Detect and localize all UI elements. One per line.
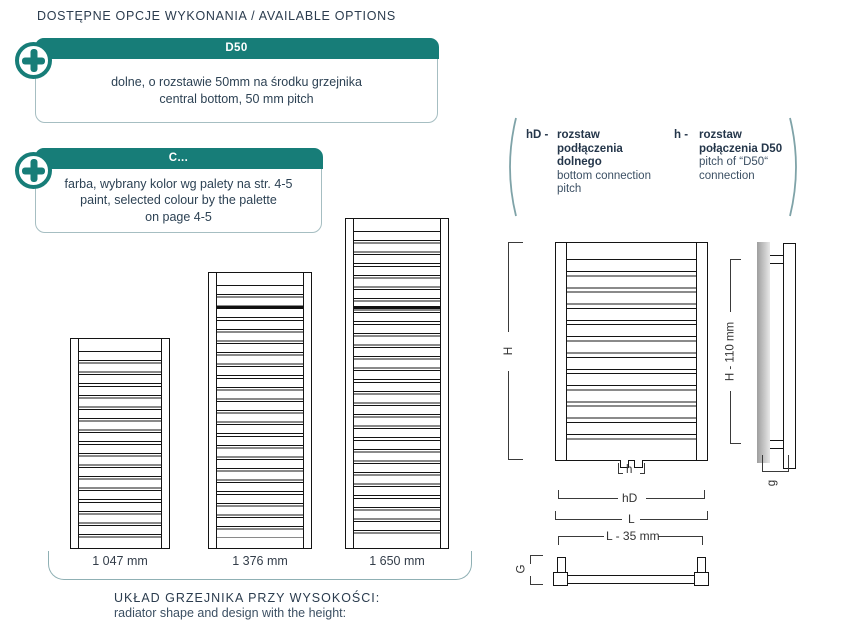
dimension-line-H110: [730, 259, 731, 312]
dimension-label-H110: H - 110 mm: [724, 321, 737, 382]
dimension-label-G: G: [515, 564, 528, 574]
radiator-height-label: 1 376 mm: [232, 554, 288, 568]
plus-bar-horizontal: [22, 167, 45, 174]
option-header-d50: D50: [35, 38, 439, 59]
radiator-right-rail: [161, 339, 162, 548]
dimension-line-L35: [558, 536, 604, 537]
dimension-tick: [707, 511, 708, 520]
dimension-bracket-G: [530, 576, 543, 585]
legend-text-hD: [557, 129, 651, 197]
option-header-paint: C...: [35, 148, 323, 169]
dimension-line-H110: [730, 391, 731, 444]
legend-line: dolnego: [557, 156, 602, 168]
dimension-tick: [730, 443, 741, 444]
option-body-paint: [36, 169, 321, 232]
dimension-bracket-G: [530, 555, 543, 564]
top-view-tube-bar: [555, 575, 708, 584]
dimension-line-L: [555, 519, 622, 520]
dimension-bracket-g: [762, 455, 789, 472]
dimension-label-L35: L - 35 mm: [606, 529, 660, 543]
side-view-wall: [757, 242, 770, 463]
legend-paren-left-icon: [502, 116, 518, 218]
dimension-tick: [730, 259, 741, 260]
legend-line: podłączenia: [557, 142, 623, 155]
footer-subtitle: radiator shape and design with the height:: [114, 606, 347, 620]
radiator-height-label: 1 047 mm: [92, 554, 148, 568]
option-card-d50: [35, 38, 438, 123]
front-view-drawing: [555, 242, 708, 461]
side-view-bracket-bottom: [770, 440, 783, 449]
radiator-tubes: [217, 285, 303, 538]
dimension-line-H: [508, 371, 509, 460]
dimension-line-hD: [646, 498, 705, 499]
radiator-drawing-medium: [208, 272, 312, 549]
dimension-tick: [558, 536, 559, 545]
option-line-en2: on page 4-5: [145, 209, 212, 224]
dimension-line-H: [508, 242, 509, 332]
option-line-en: central bottom, 50 mm pitch: [159, 91, 314, 106]
side-view-radiator-profile: [783, 243, 796, 469]
dimension-line-L35: [658, 536, 703, 537]
dimension-tick: [702, 536, 703, 545]
dimension-label-L: L: [628, 512, 635, 526]
dimension-label-H: H: [501, 346, 515, 356]
dimension-tick: [704, 490, 705, 499]
plus-icon: [15, 152, 52, 189]
dimension-label-g: g: [766, 479, 779, 487]
dimension-line-hD: [558, 498, 618, 499]
dimension-label-hD: hD: [622, 491, 638, 505]
dimension-line-L: [640, 519, 708, 520]
dimension-tick: [558, 490, 559, 499]
legend-paren-right-icon: [788, 116, 804, 218]
side-view-bracket-top: [770, 255, 783, 264]
plus-icon: [15, 42, 52, 79]
radiator-right-rail: [303, 273, 304, 548]
option-line-pl: dolne, o rozstawie 50mm na środku grzejnika: [111, 75, 362, 89]
dimension-label-h: h: [626, 464, 633, 476]
option-card-paint: [35, 148, 322, 233]
legend-line: rozstaw: [699, 129, 742, 141]
legend-symbol-h: h -: [674, 129, 689, 141]
radiator-tubes: [354, 231, 440, 538]
legend-symbol-hD: hD -: [526, 129, 549, 141]
dimension-tick: [555, 511, 556, 520]
radiator-accent-line: [354, 306, 440, 309]
top-view-collector-block: [553, 572, 568, 586]
option-line-pl: farba, wybrany kolor wg palety na str. 4-5: [64, 176, 293, 191]
radiator-drawing-small: [70, 338, 170, 549]
legend-text-h: [699, 129, 782, 183]
dimension-bracket-h: [640, 463, 645, 474]
radiators-group-bracket: [48, 551, 472, 580]
dimension-tick: [508, 459, 523, 460]
top-view-collector-block: [694, 572, 709, 586]
radiator-right-rail: [440, 219, 441, 548]
plus-bar-horizontal: [22, 57, 45, 64]
option-body-d50: [36, 59, 437, 122]
dimension-tick: [508, 242, 523, 243]
legend-line: rozstaw: [557, 129, 600, 141]
option-line-en: paint, selected colour by the palette: [80, 193, 277, 208]
legend-line: bottom connection: [557, 169, 651, 182]
radiator-accent-line: [217, 306, 303, 309]
legend-line: pitch of “D50“: [699, 156, 769, 168]
legend-line: połączenia D50: [699, 142, 783, 155]
legend-line: pitch: [557, 183, 582, 195]
radiator-drawing-tall: [345, 218, 449, 549]
radiator-right-rail: [696, 243, 697, 460]
legend-line: connection: [699, 169, 755, 182]
radiator-tubes: [79, 351, 161, 538]
dimension-bracket-h: [618, 463, 623, 474]
radiator-tubes: [567, 259, 696, 449]
radiator-height-label: 1 650 mm: [369, 554, 425, 568]
footer-title: UKŁAD GRZEJNIKA PRZY WYSOKOŚCI:: [114, 591, 381, 605]
page-title: DOSTĘPNE OPCJE WYKONANIA / AVAILABLE OPTIONS: [37, 9, 396, 23]
